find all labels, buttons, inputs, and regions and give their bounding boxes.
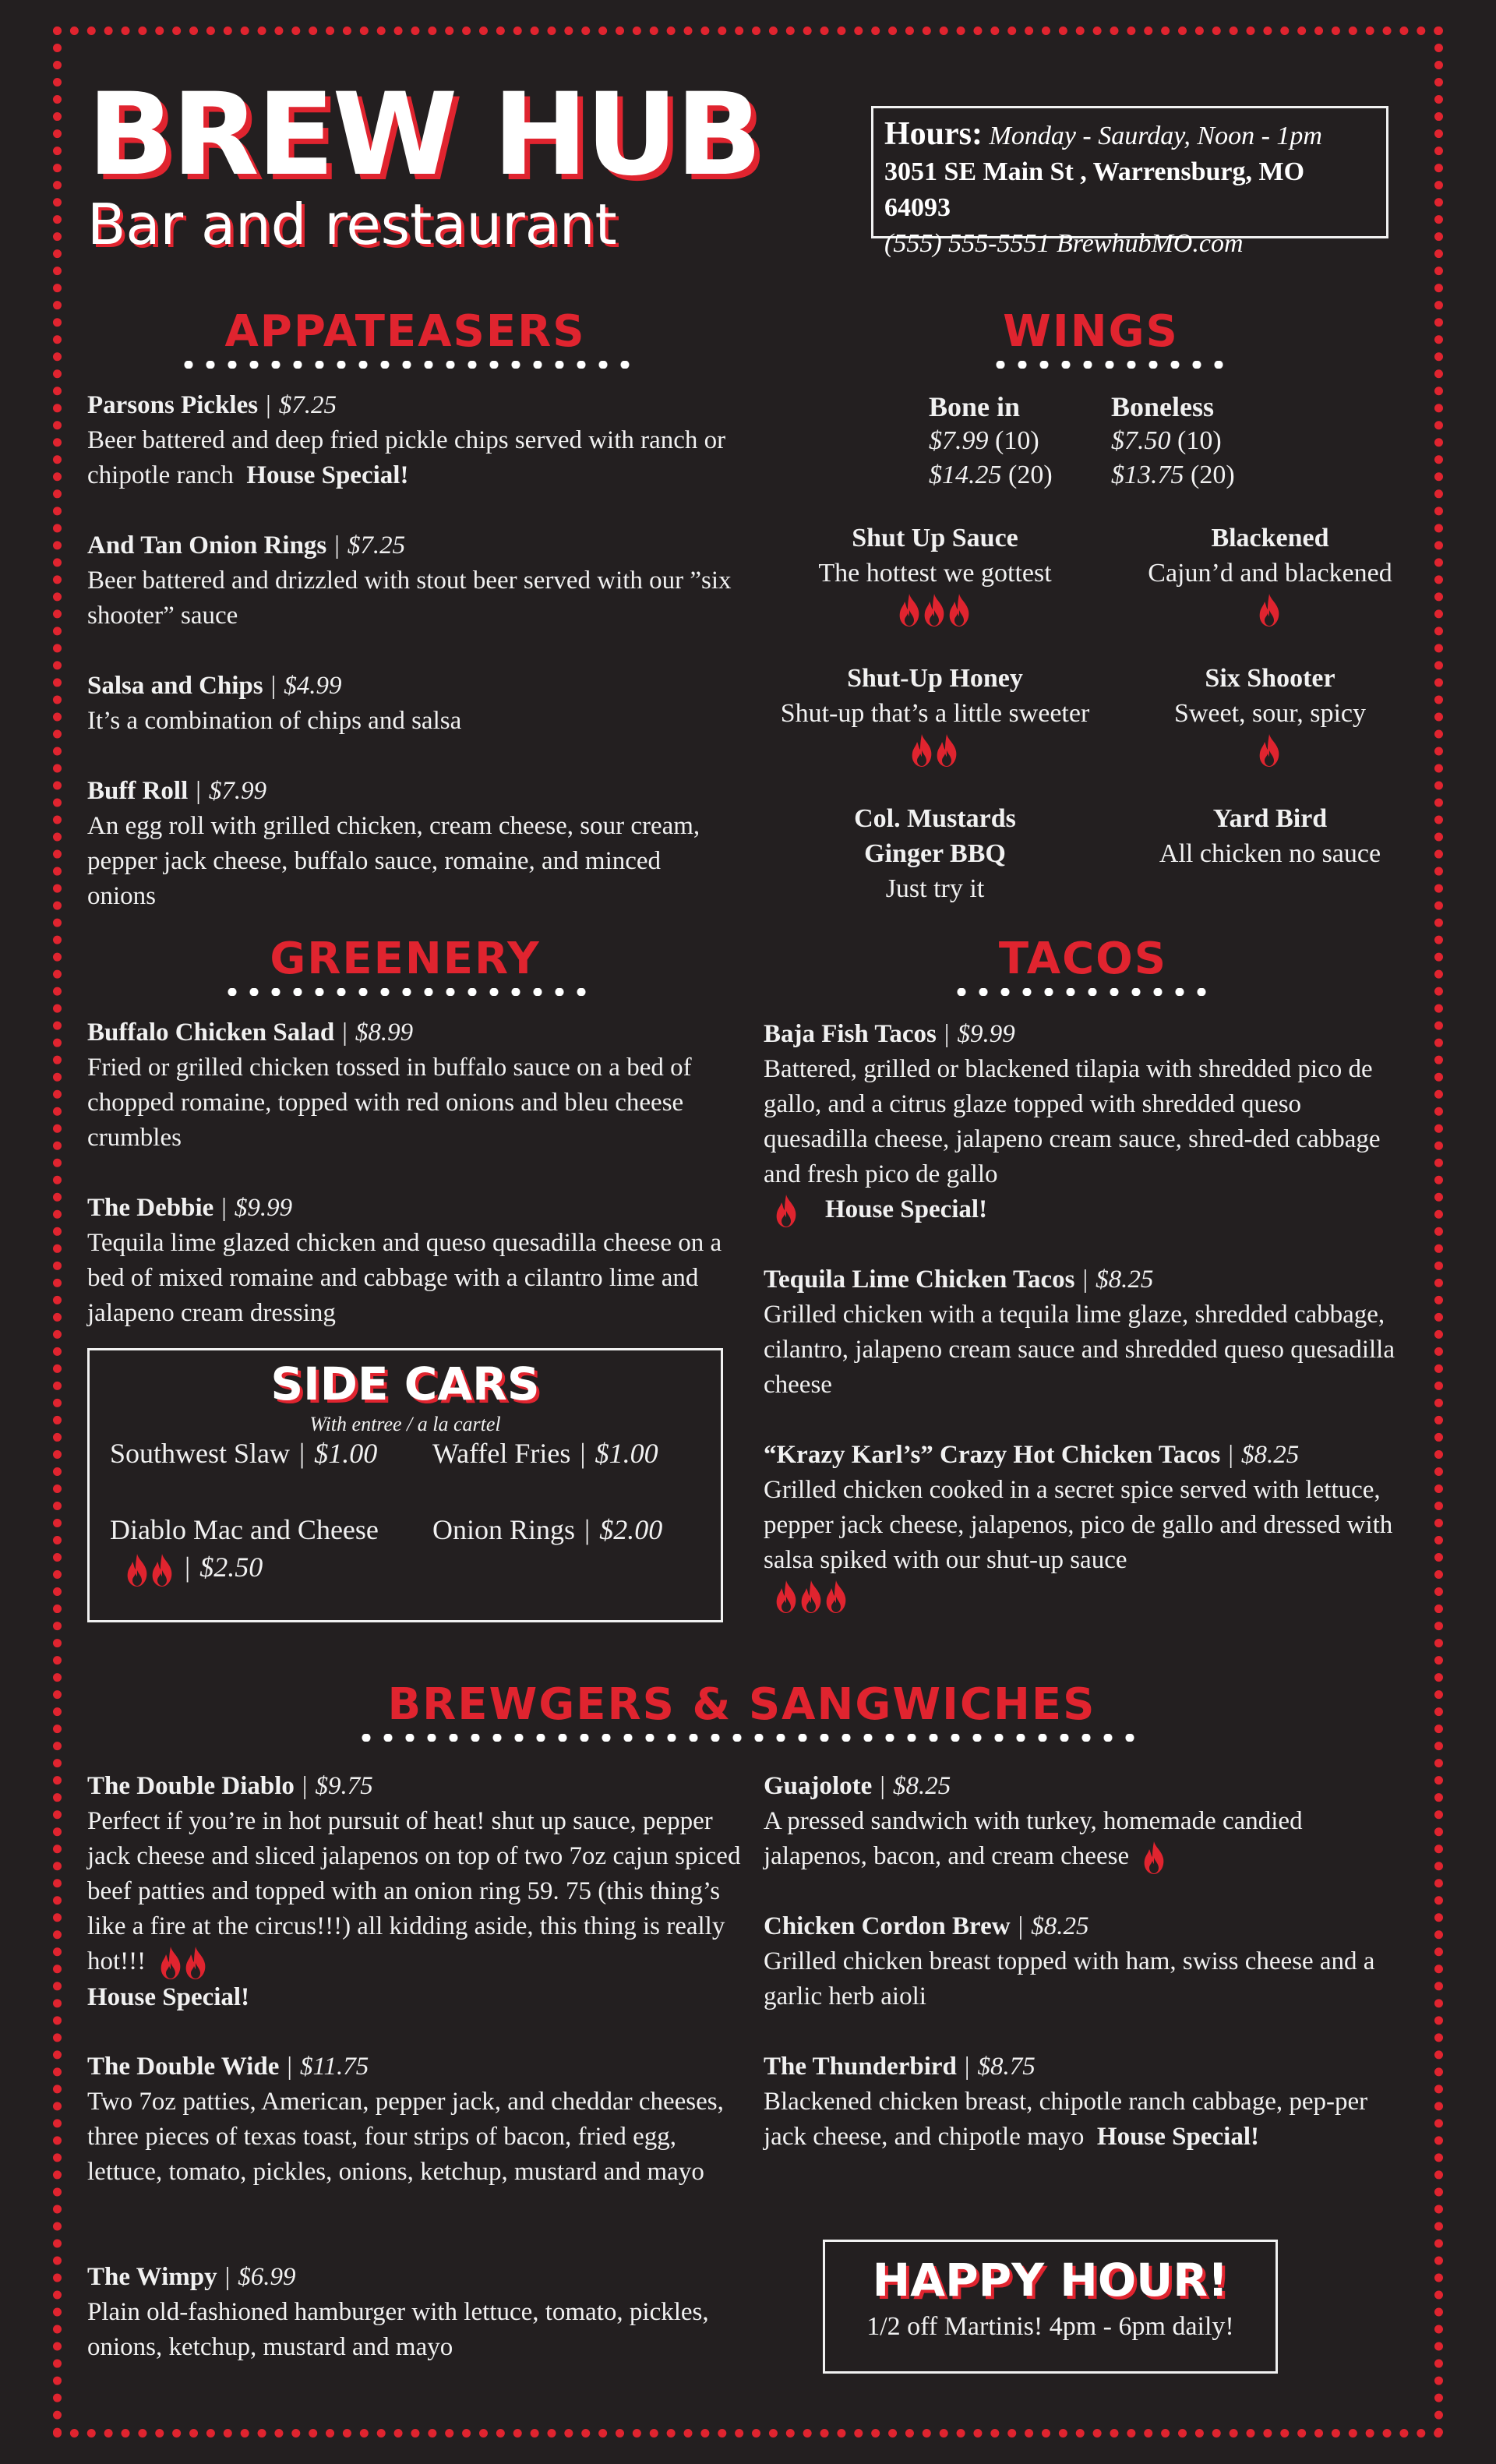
item-desc: Grilled chicken cooked in a secret spice served with lettuce, pepper jack cheese, jalapenos, pico de gallo and dressed with salsa spiked with our shut-up sauce xyxy=(764,1476,1393,1574)
item-desc: Beer battered and drizzled with stout beer served with our ”six shooter” sauce xyxy=(87,567,732,630)
piece-count: (20) xyxy=(1008,461,1053,489)
sauce-desc: Sweet, sour, spicy xyxy=(1173,699,1367,728)
flame-icon xyxy=(910,733,933,768)
greenery-heading: GREENERY xyxy=(270,934,541,984)
flame-icon xyxy=(947,593,971,627)
sauce-desc: Cajun’d and blackened xyxy=(1148,559,1392,588)
item-price: $8.25 xyxy=(1031,1912,1089,1940)
sauce-name: Six Shooter xyxy=(1205,664,1335,693)
wings-heading: WINGS xyxy=(1003,306,1179,357)
restaurant-subtitle: Bar and restaurant xyxy=(87,192,617,257)
item-name: Waffel Fries xyxy=(432,1438,571,1469)
item-name: The Double Wide xyxy=(87,2053,280,2081)
item-desc: Grilled chicken breast topped with ham, swiss cheese and a garlic herb aioli xyxy=(764,1947,1375,2010)
flame-icon xyxy=(1258,733,1281,768)
item-price: $2.00 xyxy=(599,1514,663,1545)
heading-dots xyxy=(178,361,636,369)
sauce-name: Col. Mustards xyxy=(854,804,1016,833)
side-item: Diablo Mac and Cheese | $2.50 xyxy=(110,1511,422,1587)
heat-rating xyxy=(159,1947,209,1975)
flame-icon xyxy=(935,733,958,768)
sauce-item xyxy=(756,801,1114,906)
side-item: Southwest Slaw | $1.00 xyxy=(110,1438,378,1469)
item-desc: Tequila lime glazed chicken and queso quesadilla cheese on a bed of mixed romaine and cabbage with a cilantro lime and jalapeno cream dressing xyxy=(87,1229,722,1327)
item-name: Onion Rings xyxy=(432,1514,576,1545)
item-price: $9.99 xyxy=(234,1194,293,1222)
menu-item: The Double Diablo | $9.75 Perfect if you’re in hot pursuit of heat! shut up sauce, pepper jack cheese and sliced jalapenos on top of two 7oz cajun spiced beef patties and topped with an onion ring 59. 75 (this thing’s like a fire at the circus!!!) all kidding aside, this thing is really hot!!! House Special! xyxy=(87,1772,741,2012)
heat-rating xyxy=(756,591,1114,627)
item-price: $7.25 xyxy=(278,391,337,419)
menu-item: The Wimpy | $6.99 Plain old-fashioned hamburger with lettuce, tomato, pickles, onions, ketchup, mustard and mayo xyxy=(87,2263,709,2361)
happy-hour-box xyxy=(823,2240,1278,2374)
side-item: Onion Rings | $2.00 xyxy=(432,1514,663,1545)
tacos-heading: TACOS xyxy=(998,934,1168,984)
house-special-badge: House Special! xyxy=(87,1983,250,2012)
heading-dots xyxy=(990,361,1230,369)
wings-bone-in-label: Bone in xyxy=(929,391,1021,422)
item-desc: A pressed sandwich with turkey, homemade candied jalapenos, bacon, and cream cheese xyxy=(764,1807,1303,1870)
sauce-item xyxy=(1106,801,1434,871)
item-name: And Tan Onion Rings xyxy=(87,531,327,560)
address: 3051 SE Main St , Warrensburg, MO 64093 xyxy=(884,157,1305,222)
heat-rating xyxy=(756,731,1114,768)
item-price: $7.99 xyxy=(929,426,989,455)
item-name: Buffalo Chicken Salad xyxy=(87,1018,335,1047)
item-desc: Plain old-fashioned hamburger with lettuce, tomato, pickles, onions, ketchup, mustard and mayo xyxy=(87,2298,709,2361)
menu-item: “Krazy Karl’s” Crazy Hot Chicken Tacos | $8.25 Grilled chicken cooked in a secret spice served with lettuce, pepper jack cheese, jalapenos, pico de gallo and dressed with salsa spiked with our shut-up sauce xyxy=(764,1438,1402,1614)
contact-info: (555) 555-5551 BrewhubMO.com xyxy=(884,229,1244,258)
menu-item: Salsa and Chips | $4.99 It’s a combination of chips and salsa xyxy=(87,672,462,735)
happy-hour-text: 1/2 off Martinis! 4pm - 6pm daily! xyxy=(866,2312,1234,2341)
happy-hour-heading: HAPPY HOUR! xyxy=(872,2254,1229,2307)
piece-count: (10) xyxy=(1177,426,1222,455)
item-price: $1.00 xyxy=(595,1438,658,1469)
sauce-item xyxy=(756,521,1114,627)
menu-item: Buff Roll | $7.99 An egg roll with grilled chicken, cream cheese, sour cream, pepper jack cheese, buffalo sauce, romaine, and minced onions xyxy=(87,777,700,910)
flame-icon xyxy=(774,1580,798,1614)
hours-box xyxy=(871,106,1388,258)
item-name: Guajolote xyxy=(764,1772,873,1800)
item-price: $9.99 xyxy=(957,1020,1015,1048)
brewgers-heading: BREWGERS & SANGWICHES xyxy=(387,1679,1096,1730)
item-price: $14.25 xyxy=(929,461,1002,489)
sauce-item xyxy=(1106,521,1434,627)
flame-icon xyxy=(125,1553,149,1587)
flame-icon xyxy=(1258,593,1281,627)
item-desc: An egg roll with grilled chicken, cream cheese, sour cream, pepper jack cheese, buffalo sauce, romaine, and minced onions xyxy=(87,812,700,910)
item-price: $8.25 xyxy=(1240,1441,1300,1469)
sauce-name: Shut-Up Honey xyxy=(847,664,1023,693)
flame-icon xyxy=(150,1553,174,1587)
menu-item: Tequila Lime Chicken Tacos | $8.25 Grilled chicken with a tequila lime glaze, shredded cabbage, cilantro, jalapeno cream sauce and shredded queso quesadilla cheese xyxy=(764,1266,1395,1399)
heading-dots xyxy=(355,1734,1141,1742)
side-cars-box xyxy=(87,1348,723,1622)
wings-boneless-label: Boneless xyxy=(1111,391,1215,422)
menu-item: Chicken Cordon Brew | $8.25 Grilled chicken breast topped with ham, swiss cheese and a garlic herb aioli xyxy=(764,1912,1375,2010)
side-cars-subheading: With entree / a la cartel xyxy=(309,1413,501,1435)
item-desc: Fried or grilled chicken tossed in buffalo sauce on a bed of chopped romaine, topped with red onions and bleu cheese crumbles xyxy=(87,1054,692,1152)
flame-icon xyxy=(799,1580,823,1614)
appateasers-heading: APPATEASERS xyxy=(224,306,586,357)
item-name: The Thunderbird xyxy=(764,2053,957,2081)
item-name: “Krazy Karl’s” Crazy Hot Chicken Tacos xyxy=(764,1441,1221,1469)
item-name: Parsons Pickles xyxy=(87,391,259,419)
piece-count: (10) xyxy=(995,426,1039,455)
item-name: Buff Roll xyxy=(87,777,189,805)
sauce-desc: Shut-up that’s a little sweeter xyxy=(780,699,1090,728)
house-special-badge: House Special! xyxy=(825,1195,988,1223)
heading-dots xyxy=(221,988,592,996)
heat-rating xyxy=(1106,591,1434,627)
item-price: $8.25 xyxy=(892,1772,951,1800)
item-desc: Two 7oz patties, American, pepper jack, and cheddar cheeses, three pieces of texas toast, four strips of bacon, fried egg, lettuce, tomato, pickles, onions, ketchup, mustard and mayo xyxy=(87,2088,724,2186)
heat-rating xyxy=(1106,731,1434,768)
menu-item: Guajolote | $8.25 A pressed sandwich with turkey, homemade candied jalapenos, bacon, and cream cheese xyxy=(764,1769,1402,1875)
flame-icon xyxy=(1142,1841,1166,1875)
heat-rating xyxy=(110,1551,175,1583)
heat-rating xyxy=(764,1581,849,1609)
sauce-desc: Just try it xyxy=(885,874,985,903)
item-price: $11.75 xyxy=(299,2053,369,2081)
flame-icon xyxy=(824,1580,848,1614)
item-price: $7.99 xyxy=(208,777,267,805)
flame-icon xyxy=(774,1194,798,1228)
item-price: $1.00 xyxy=(314,1438,378,1469)
item-name: Diablo Mac and Cheese xyxy=(110,1514,379,1545)
sauce-name-line2: Ginger BBQ xyxy=(864,839,1006,868)
piece-count: (20) xyxy=(1191,461,1235,489)
item-name: The Double Diablo xyxy=(87,1772,295,1800)
item-price: $4.99 xyxy=(284,672,342,700)
item-price: $8.25 xyxy=(1096,1266,1154,1294)
item-desc: Perfect if you’re in hot pursuit of heat! shut up sauce, pepper jack cheese and sliced jalapenos on top of two 7oz cajun spiced beef patties and topped with an onion ring 59. 75 (this thing’s like a fire at the circus!!!) all kidding aside, this thing is really hot!!! xyxy=(87,1807,741,1975)
item-price: $2.50 xyxy=(199,1551,263,1583)
menu-item: The Debbie | $9.99 Tequila lime glazed chicken and queso quesadilla cheese on a bed of mixed romaine and cabbage with a cilantro lime and jalapeno cream dressing xyxy=(87,1194,722,1327)
menu-item: Baja Fish Tacos | $9.99 Battered, grilled or blackened tilapia with shredded pico de gallo, and a citrus glaze topped with shredded queso quesadilla cheese, jalapeno cream sauce, shred-ded cabbage and fresh pico de gallo House Special! xyxy=(764,1017,1402,1228)
item-price: $8.75 xyxy=(977,2053,1036,2081)
item-desc: Battered, grilled or blackened tilapia with shredded pico de gallo, and a citrus glaze topped with shredded queso quesadilla cheese, jalapeno cream sauce, shred-ded cabbage and fresh pico de gallo xyxy=(764,1055,1381,1188)
item-name: The Wimpy xyxy=(87,2263,217,2291)
side-cars-heading: SIDE CARS xyxy=(270,1357,540,1410)
item-name: Chicken Cordon Brew xyxy=(764,1912,1011,1940)
item-name: Tequila Lime Chicken Tacos xyxy=(764,1266,1075,1294)
menu-item: Parsons Pickles | $7.25 Beer battered and deep fried pickle chips served with ranch or chipotle ranch House Special! xyxy=(87,391,726,489)
side-item: Waffel Fries | $1.00 xyxy=(432,1438,658,1469)
item-price: $13.75 xyxy=(1111,461,1184,489)
item-price: $9.75 xyxy=(315,1772,373,1800)
item-name: The Debbie xyxy=(87,1194,214,1222)
item-price: $7.25 xyxy=(347,531,406,560)
flame-icon xyxy=(898,593,921,627)
house-special-badge: House Special! xyxy=(1096,2123,1259,2151)
item-name: Southwest Slaw xyxy=(110,1438,291,1469)
wings-boneless xyxy=(1111,390,1298,492)
item-desc: Grilled chicken with a tequila lime glaze, shredded cabbage, cilantro, jalapeno cream sauce and shredded queso quesadilla cheese xyxy=(764,1301,1395,1399)
sauce-desc: All chicken no sauce xyxy=(1159,839,1381,868)
item-price: $7.50 xyxy=(1111,426,1171,455)
sauce-item xyxy=(1106,661,1434,768)
flame-icon xyxy=(159,1946,182,1980)
flame-icon xyxy=(184,1946,207,1980)
menu-item: The Double Wide | $11.75 Two 7oz patties, American, pepper jack, and cheddar cheeses, three pieces of texas toast, four strips of bacon, fried egg, lettuce, tomato, pickles, onions, ketchup, mustard and mayo xyxy=(87,2053,724,2186)
flame-icon xyxy=(923,593,946,627)
heading-dots xyxy=(951,988,1212,996)
item-desc: Blackened chicken breast, chipotle ranch cabbage, pep-per jack cheese, and chipotle mayo xyxy=(764,2088,1368,2151)
menu-item: And Tan Onion Rings | $7.25 Beer battered and drizzled with stout beer served with our ”six shooter” sauce xyxy=(87,531,732,630)
item-price: $6.99 xyxy=(238,2263,296,2291)
sauce-name: Blackened xyxy=(1211,524,1329,552)
wings-bone-in xyxy=(929,390,1100,492)
menu-item: Buffalo Chicken Salad | $8.99 Fried or grilled chicken tossed in buffalo sauce on a bed of chopped romaine, topped with red onions and bleu cheese crumbles xyxy=(87,1018,692,1152)
menu-item: The Thunderbird | $8.75 Blackened chicken breast, chipotle ranch cabbage, pep-per jack cheese, and chipotle mayo House Special! xyxy=(764,2053,1368,2151)
heat-rating xyxy=(1142,1842,1167,1870)
house-special-badge: House Special! xyxy=(246,461,409,489)
sauce-desc: The hottest we gottest xyxy=(818,559,1052,588)
item-desc: Beer battered and deep fried pickle chips served with ranch or chipotle ranch xyxy=(87,426,726,489)
item-desc: It’s a combination of chips and salsa xyxy=(87,707,462,735)
heat-rating xyxy=(764,1195,799,1223)
hours-value: Monday - Saurday, Noon - 1pm xyxy=(989,122,1322,150)
sauce-name: Yard Bird xyxy=(1212,804,1328,833)
restaurant-name: BREW HUB xyxy=(87,69,760,201)
item-name: Baja Fish Tacos xyxy=(764,1020,937,1048)
sauce-item xyxy=(756,661,1114,768)
item-name: Salsa and Chips xyxy=(87,672,263,700)
sauce-name: Shut Up Sauce xyxy=(852,524,1018,552)
item-price: $8.99 xyxy=(355,1018,414,1047)
hours-label: Hours: xyxy=(884,116,983,152)
